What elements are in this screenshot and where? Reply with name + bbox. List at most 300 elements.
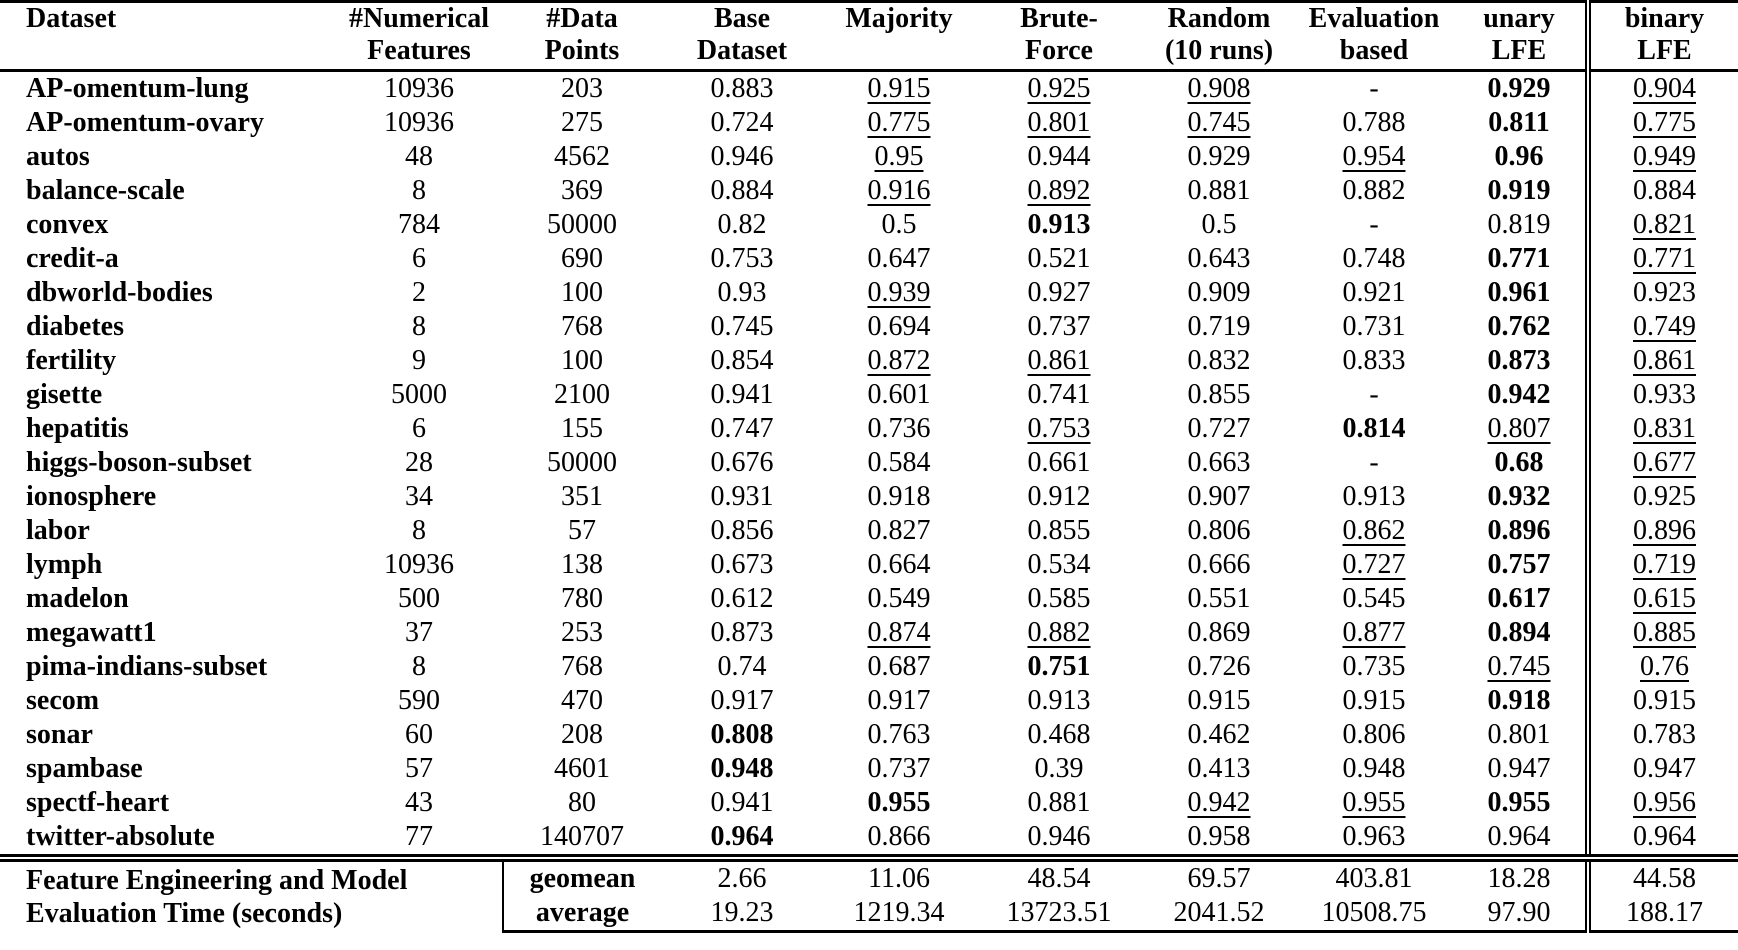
base-dataset-value: 0.747 bbox=[710, 413, 774, 444]
binary-lfe-value: 0.76 bbox=[1588, 650, 1738, 684]
random-value: 0.643 bbox=[1187, 243, 1251, 274]
majority-value: 0.5 bbox=[881, 209, 917, 240]
table-row bbox=[0, 140, 1738, 174]
table-body bbox=[0, 71, 1738, 859]
data-points-value: 50000 bbox=[547, 209, 617, 240]
data-points-value: 155 bbox=[561, 413, 603, 444]
dataset-name: higgs-boson-subset bbox=[26, 447, 252, 478]
brute-force-value: 0.534 bbox=[1027, 549, 1091, 580]
num-features-value: 500 bbox=[398, 583, 440, 614]
random-value: 0.908 bbox=[1187, 73, 1251, 104]
data-points-value: 275 bbox=[561, 107, 603, 138]
evaluation-based-value: 0.788 bbox=[1342, 107, 1406, 138]
footer-label bbox=[0, 858, 503, 932]
unary-lfe-value: 0.757 bbox=[1487, 549, 1551, 580]
majority-value: 0.549 bbox=[867, 583, 931, 614]
unary-lfe-value: 0.68 bbox=[1494, 447, 1544, 478]
table-row bbox=[0, 276, 1738, 310]
base-dataset-value: 0.946 bbox=[710, 141, 774, 172]
random-value: 0.727 bbox=[1187, 413, 1251, 444]
num-features-value: 43 bbox=[405, 787, 433, 818]
base-dataset-time: 2.66 bbox=[661, 858, 823, 896]
brute-force-value: 0.753 bbox=[1027, 413, 1091, 444]
base-dataset-value: 0.883 bbox=[710, 73, 774, 104]
binary-lfe-value: 0.771 bbox=[1588, 242, 1738, 276]
unary-lfe-value: 0.947 bbox=[1487, 753, 1551, 784]
brute-force-time: 13723.51 bbox=[975, 896, 1143, 932]
binary-lfe-value: 0.749 bbox=[1588, 310, 1738, 344]
evaluation-based-value: 0.814 bbox=[1342, 413, 1406, 444]
unary-lfe-value: 0.617 bbox=[1487, 583, 1551, 614]
dataset-name: secom bbox=[26, 685, 100, 716]
unary-lfe-value: 0.929 bbox=[1487, 73, 1551, 104]
header-line-2 bbox=[26, 35, 335, 67]
majority-value: 0.736 bbox=[867, 413, 931, 444]
base-dataset-value: 0.917 bbox=[710, 685, 774, 716]
unary-lfe-value: 0.961 bbox=[1487, 277, 1551, 308]
data-points-value: 2100 bbox=[554, 379, 610, 410]
evaluation-based-value: 0.955 bbox=[1342, 787, 1406, 818]
data-points-value: 780 bbox=[561, 583, 603, 614]
random-value: 0.666 bbox=[1187, 549, 1251, 580]
brute-force-value: 0.751 bbox=[1027, 651, 1091, 682]
table-row bbox=[0, 786, 1738, 820]
base-dataset-value: 0.873 bbox=[710, 617, 774, 648]
majority-value: 0.647 bbox=[867, 243, 931, 274]
evaluation-based-value: 0.921 bbox=[1342, 277, 1406, 308]
header-line-2: Force bbox=[1025, 35, 1093, 66]
binary-lfe-value: 0.615 bbox=[1588, 582, 1738, 616]
binary-lfe-value: 0.831 bbox=[1588, 412, 1738, 446]
num-features-value: 6 bbox=[412, 413, 426, 444]
data-points-value: 768 bbox=[561, 311, 603, 342]
num-features-value: 10936 bbox=[384, 107, 454, 138]
data-points-value: 50000 bbox=[547, 447, 617, 478]
data-points-value: 768 bbox=[561, 651, 603, 682]
base-dataset-value: 0.676 bbox=[710, 447, 774, 478]
random-value: 0.881 bbox=[1187, 175, 1251, 206]
brute-force-value: 0.881 bbox=[1027, 787, 1091, 818]
majority-value: 0.915 bbox=[867, 73, 931, 104]
majority-value: 0.664 bbox=[867, 549, 931, 580]
table-row bbox=[0, 616, 1738, 650]
column-header--data bbox=[503, 2, 661, 71]
binary-lfe-value: 0.947 bbox=[1588, 752, 1738, 786]
num-features-value: 5000 bbox=[391, 379, 447, 410]
random-value: 0.745 bbox=[1187, 107, 1251, 138]
table-row bbox=[0, 412, 1738, 446]
brute-force-value: 0.39 bbox=[1034, 753, 1084, 784]
evaluation-based-value: 0.913 bbox=[1342, 481, 1406, 512]
num-features-value: 28 bbox=[405, 447, 433, 478]
dataset-name: hepatitis bbox=[26, 413, 129, 444]
dataset-name: ionosphere bbox=[26, 481, 157, 512]
evaluation-based-value: - bbox=[1369, 209, 1379, 240]
footer-stat-label: geomean bbox=[503, 858, 661, 896]
dataset-name: lymph bbox=[26, 549, 103, 580]
table-row bbox=[0, 71, 1738, 107]
evaluation-based-value: 0.882 bbox=[1342, 175, 1406, 206]
majority-value: 0.874 bbox=[867, 617, 931, 648]
table-row bbox=[0, 174, 1738, 208]
evaluation-based-value: - bbox=[1369, 447, 1379, 478]
table-row bbox=[0, 480, 1738, 514]
dataset-name: AP-omentum-ovary bbox=[26, 107, 264, 138]
footer-label-line-2: Evaluation Time (seconds) bbox=[26, 897, 343, 929]
brute-force-value: 0.661 bbox=[1027, 447, 1091, 478]
base-dataset-value: 0.964 bbox=[710, 821, 774, 852]
unary-lfe-value: 0.896 bbox=[1487, 515, 1551, 546]
column-header-majority bbox=[823, 2, 975, 71]
table-row bbox=[0, 310, 1738, 344]
column-header-unary bbox=[1453, 2, 1588, 71]
column-header-brute- bbox=[975, 2, 1143, 71]
header-line-2: Points bbox=[544, 35, 620, 66]
evaluation-based-value: 0.806 bbox=[1342, 719, 1406, 750]
num-features-value: 784 bbox=[398, 209, 440, 240]
binary-lfe-value: 0.915 bbox=[1588, 684, 1738, 718]
table-row bbox=[0, 514, 1738, 548]
brute-force-value: 0.946 bbox=[1027, 821, 1091, 852]
base-dataset-value: 0.856 bbox=[710, 515, 774, 546]
binary-lfe-value: 0.956 bbox=[1588, 786, 1738, 820]
dataset-name: fertility bbox=[26, 345, 117, 376]
majority-value: 0.917 bbox=[867, 685, 931, 716]
unary-lfe-value: 0.919 bbox=[1487, 175, 1551, 206]
majority-value: 0.916 bbox=[867, 175, 931, 206]
base-dataset-value: 0.808 bbox=[710, 719, 774, 750]
dataset-name: diabetes bbox=[26, 311, 124, 342]
num-features-value: 34 bbox=[405, 481, 433, 512]
majority-time: 11.06 bbox=[823, 858, 975, 896]
data-points-value: 140707 bbox=[540, 821, 624, 852]
data-points-value: 4601 bbox=[554, 753, 610, 784]
data-points-value: 100 bbox=[561, 345, 603, 376]
majority-value: 0.955 bbox=[867, 787, 931, 818]
unary-lfe-value: 0.801 bbox=[1487, 719, 1551, 750]
binary-lfe-value: 0.861 bbox=[1588, 344, 1738, 378]
base-dataset-value: 0.941 bbox=[710, 787, 774, 818]
data-points-value: 203 bbox=[561, 73, 603, 104]
base-dataset-time: 19.23 bbox=[661, 896, 823, 932]
evaluation-based-value: 0.833 bbox=[1342, 345, 1406, 376]
num-features-value: 8 bbox=[412, 515, 426, 546]
column-header--numerical bbox=[335, 2, 503, 71]
header-line-2: based bbox=[1339, 35, 1409, 66]
table-header bbox=[0, 2, 1738, 71]
header-line-2 bbox=[823, 35, 975, 67]
dataset-name: twitter-absolute bbox=[26, 821, 215, 852]
binary-lfe-value: 0.964 bbox=[1588, 820, 1738, 858]
num-features-value: 37 bbox=[405, 617, 433, 648]
data-points-value: 470 bbox=[561, 685, 603, 716]
random-value: 0.5 bbox=[1201, 209, 1237, 240]
majority-time: 1219.34 bbox=[823, 896, 975, 932]
evaluation-based-value: 0.877 bbox=[1342, 617, 1406, 648]
data-points-value: 80 bbox=[568, 787, 596, 818]
num-features-value: 48 bbox=[405, 141, 433, 172]
brute-force-value: 0.927 bbox=[1027, 277, 1091, 308]
header-line-2: Features bbox=[367, 35, 471, 66]
table-footer bbox=[0, 858, 1738, 932]
evaluation-based-value: 0.731 bbox=[1342, 311, 1406, 342]
column-header-dataset bbox=[0, 2, 335, 71]
evaluation-based-time: 10508.75 bbox=[1295, 896, 1453, 932]
data-points-value: 138 bbox=[561, 549, 603, 580]
table-row bbox=[0, 378, 1738, 412]
brute-force-value: 0.741 bbox=[1027, 379, 1091, 410]
random-value: 0.806 bbox=[1187, 515, 1251, 546]
data-points-value: 369 bbox=[561, 175, 603, 206]
random-value: 0.551 bbox=[1187, 583, 1251, 614]
header-line-2: LFE bbox=[1637, 35, 1692, 66]
base-dataset-value: 0.948 bbox=[710, 753, 774, 784]
brute-force-value: 0.925 bbox=[1027, 73, 1091, 104]
header-line-1: Majority bbox=[845, 3, 953, 34]
column-header-evaluation bbox=[1295, 2, 1453, 71]
base-dataset-value: 0.724 bbox=[710, 107, 774, 138]
random-value: 0.832 bbox=[1187, 345, 1251, 376]
num-features-value: 9 bbox=[412, 345, 426, 376]
base-dataset-value: 0.941 bbox=[710, 379, 774, 410]
data-points-value: 351 bbox=[561, 481, 603, 512]
header-line-1: #Data bbox=[546, 3, 618, 34]
table-row bbox=[0, 582, 1738, 616]
brute-force-value: 0.892 bbox=[1027, 175, 1091, 206]
table-row bbox=[0, 106, 1738, 140]
majority-value: 0.918 bbox=[867, 481, 931, 512]
table-row bbox=[0, 752, 1738, 786]
table-row bbox=[0, 344, 1738, 378]
unary-lfe-value: 0.819 bbox=[1487, 209, 1551, 240]
column-header-binary bbox=[1588, 2, 1738, 71]
brute-force-value: 0.855 bbox=[1027, 515, 1091, 546]
brute-force-value: 0.913 bbox=[1027, 685, 1091, 716]
evaluation-based-value: 0.735 bbox=[1342, 651, 1406, 682]
binary-lfe-value: 0.821 bbox=[1588, 208, 1738, 242]
num-features-value: 8 bbox=[412, 651, 426, 682]
num-features-value: 10936 bbox=[384, 549, 454, 580]
dataset-name: autos bbox=[26, 141, 90, 172]
random-value: 0.958 bbox=[1187, 821, 1251, 852]
random-time: 2041.52 bbox=[1143, 896, 1295, 932]
binary-lfe-time: 44.58 bbox=[1588, 858, 1738, 896]
random-value: 0.462 bbox=[1187, 719, 1251, 750]
table-row bbox=[0, 820, 1738, 858]
random-value: 0.663 bbox=[1187, 447, 1251, 478]
random-value: 0.907 bbox=[1187, 481, 1251, 512]
unary-lfe-value: 0.942 bbox=[1487, 379, 1551, 410]
num-features-value: 8 bbox=[412, 311, 426, 342]
num-features-value: 77 bbox=[405, 821, 433, 852]
header-line-1: Brute- bbox=[1020, 3, 1098, 34]
brute-force-value: 0.882 bbox=[1027, 617, 1091, 648]
binary-lfe-value: 0.783 bbox=[1588, 718, 1738, 752]
majority-value: 0.827 bbox=[867, 515, 931, 546]
binary-lfe-value: 0.925 bbox=[1588, 480, 1738, 514]
brute-force-value: 0.801 bbox=[1027, 107, 1091, 138]
evaluation-based-value: 0.862 bbox=[1342, 515, 1406, 546]
data-points-value: 690 bbox=[561, 243, 603, 274]
brute-force-time: 48.54 bbox=[975, 858, 1143, 896]
data-points-value: 57 bbox=[568, 515, 596, 546]
base-dataset-value: 0.884 bbox=[710, 175, 774, 206]
table-row bbox=[0, 208, 1738, 242]
data-points-value: 100 bbox=[561, 277, 603, 308]
majority-value: 0.584 bbox=[867, 447, 931, 478]
random-value: 0.869 bbox=[1187, 617, 1251, 648]
majority-value: 0.737 bbox=[867, 753, 931, 784]
random-value: 0.855 bbox=[1187, 379, 1251, 410]
header-line-1: unary bbox=[1483, 3, 1555, 34]
unary-lfe-value: 0.873 bbox=[1487, 345, 1551, 376]
header-line-1: binary bbox=[1624, 3, 1705, 34]
binary-lfe-value: 0.923 bbox=[1588, 276, 1738, 310]
base-dataset-value: 0.854 bbox=[710, 345, 774, 376]
header-row bbox=[0, 2, 1738, 71]
num-features-value: 2 bbox=[412, 277, 426, 308]
header-line-2: (10 runs) bbox=[1164, 35, 1274, 66]
num-features-value: 6 bbox=[412, 243, 426, 274]
random-time: 69.57 bbox=[1143, 858, 1295, 896]
dataset-name: labor bbox=[26, 515, 90, 546]
brute-force-value: 0.521 bbox=[1027, 243, 1091, 274]
random-value: 0.909 bbox=[1187, 277, 1251, 308]
num-features-value: 10936 bbox=[384, 73, 454, 104]
num-features-value: 8 bbox=[412, 175, 426, 206]
random-value: 0.726 bbox=[1187, 651, 1251, 682]
binary-lfe-time: 188.17 bbox=[1588, 896, 1738, 932]
majority-value: 0.872 bbox=[867, 345, 931, 376]
header-line-1: #Numerical bbox=[349, 3, 489, 34]
table-row bbox=[0, 446, 1738, 480]
evaluation-based-value: 0.748 bbox=[1342, 243, 1406, 274]
random-value: 0.929 bbox=[1187, 141, 1251, 172]
header-line-2: LFE bbox=[1491, 35, 1547, 66]
dataset-name: megawatt1 bbox=[26, 617, 157, 648]
table-row bbox=[0, 242, 1738, 276]
brute-force-value: 0.912 bbox=[1027, 481, 1091, 512]
data-points-value: 208 bbox=[561, 719, 603, 750]
header-line-1: Random bbox=[1167, 3, 1271, 34]
unary-lfe-value: 0.771 bbox=[1487, 243, 1551, 274]
table-row bbox=[0, 548, 1738, 582]
binary-lfe-value: 0.775 bbox=[1588, 106, 1738, 140]
dataset-name: convex bbox=[26, 209, 109, 240]
dataset-name: spambase bbox=[26, 753, 143, 784]
majority-value: 0.939 bbox=[867, 277, 931, 308]
base-dataset-value: 0.753 bbox=[710, 243, 774, 274]
base-dataset-value: 0.745 bbox=[710, 311, 774, 342]
data-points-value: 253 bbox=[561, 617, 603, 648]
brute-force-value: 0.468 bbox=[1027, 719, 1091, 750]
evaluation-based-value: 0.727 bbox=[1342, 549, 1406, 580]
unary-lfe-value: 0.811 bbox=[1488, 107, 1550, 138]
binary-lfe-value: 0.904 bbox=[1588, 71, 1738, 107]
dataset-name: sonar bbox=[26, 719, 93, 750]
random-value: 0.915 bbox=[1187, 685, 1251, 716]
majority-value: 0.763 bbox=[867, 719, 931, 750]
header-line-1: Base bbox=[714, 3, 770, 34]
evaluation-based-value: 0.915 bbox=[1342, 685, 1406, 716]
dataset-name: gisette bbox=[26, 379, 103, 410]
header-line-2: Dataset bbox=[696, 35, 788, 66]
brute-force-value: 0.737 bbox=[1027, 311, 1091, 342]
unary-lfe-value: 0.807 bbox=[1487, 413, 1551, 444]
base-dataset-value: 0.74 bbox=[717, 651, 767, 682]
unary-lfe-value: 0.964 bbox=[1487, 821, 1551, 852]
data-points-value: 4562 bbox=[554, 141, 610, 172]
majority-value: 0.775 bbox=[867, 107, 931, 138]
majority-value: 0.694 bbox=[867, 311, 931, 342]
majority-value: 0.601 bbox=[867, 379, 931, 410]
num-features-value: 60 bbox=[405, 719, 433, 750]
evaluation-based-time: 403.81 bbox=[1295, 858, 1453, 896]
brute-force-value: 0.944 bbox=[1027, 141, 1091, 172]
dataset-name: dbworld-bodies bbox=[26, 277, 213, 308]
evaluation-based-value: 0.545 bbox=[1342, 583, 1406, 614]
dataset-name: credit-a bbox=[26, 243, 119, 274]
evaluation-based-value: 0.948 bbox=[1342, 753, 1406, 784]
num-features-value: 590 bbox=[398, 685, 440, 716]
table-row bbox=[0, 650, 1738, 684]
majority-value: 0.866 bbox=[867, 821, 931, 852]
base-dataset-value: 0.673 bbox=[710, 549, 774, 580]
unary-lfe-value: 0.894 bbox=[1487, 617, 1551, 648]
binary-lfe-value: 0.896 bbox=[1588, 514, 1738, 548]
binary-lfe-value: 0.933 bbox=[1588, 378, 1738, 412]
binary-lfe-value: 0.884 bbox=[1588, 174, 1738, 208]
table-row bbox=[0, 684, 1738, 718]
random-value: 0.942 bbox=[1187, 787, 1251, 818]
binary-lfe-value: 0.885 bbox=[1588, 616, 1738, 650]
header-line-1: Dataset bbox=[26, 3, 117, 34]
unary-lfe-time: 18.28 bbox=[1453, 858, 1588, 896]
dataset-name: AP-omentum-lung bbox=[26, 73, 249, 104]
unary-lfe-value: 0.762 bbox=[1487, 311, 1551, 342]
unary-lfe-value: 0.932 bbox=[1487, 481, 1551, 512]
unary-lfe-time: 97.90 bbox=[1453, 896, 1588, 932]
random-value: 0.719 bbox=[1187, 311, 1251, 342]
base-dataset-value: 0.82 bbox=[717, 209, 767, 240]
unary-lfe-value: 0.745 bbox=[1487, 651, 1551, 682]
column-header-random bbox=[1143, 2, 1295, 71]
dataset-name: spectf-heart bbox=[26, 787, 170, 818]
footer-row-geomean bbox=[0, 858, 1738, 896]
brute-force-value: 0.861 bbox=[1027, 345, 1091, 376]
column-header-base bbox=[661, 2, 823, 71]
unary-lfe-value: 0.918 bbox=[1487, 685, 1551, 716]
header-line-1: Evaluation bbox=[1308, 3, 1440, 34]
majority-value: 0.95 bbox=[874, 141, 924, 172]
evaluation-based-value: 0.954 bbox=[1342, 141, 1406, 172]
brute-force-value: 0.585 bbox=[1027, 583, 1091, 614]
base-dataset-value: 0.612 bbox=[710, 583, 774, 614]
brute-force-value: 0.913 bbox=[1027, 209, 1091, 240]
binary-lfe-value: 0.949 bbox=[1588, 140, 1738, 174]
majority-value: 0.687 bbox=[867, 651, 931, 682]
evaluation-based-value: 0.963 bbox=[1342, 821, 1406, 852]
base-dataset-value: 0.931 bbox=[710, 481, 774, 512]
num-features-value: 57 bbox=[405, 753, 433, 784]
evaluation-based-value: - bbox=[1369, 73, 1379, 104]
table-row bbox=[0, 718, 1738, 752]
footer-stat-label: average bbox=[503, 896, 661, 932]
random-value: 0.413 bbox=[1187, 753, 1251, 784]
footer-label-line-1: Feature Engineering and Model bbox=[26, 864, 408, 896]
dataset-name: pima-indians-subset bbox=[26, 651, 268, 682]
base-dataset-value: 0.93 bbox=[717, 277, 767, 308]
